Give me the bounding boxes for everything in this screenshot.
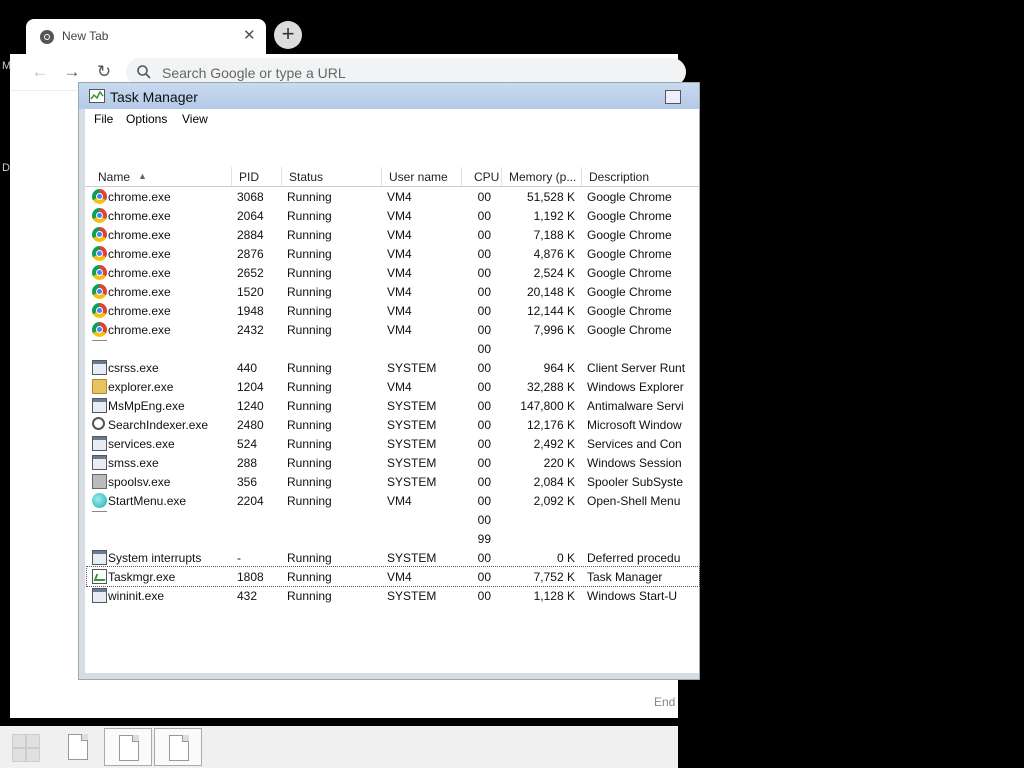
process-mem: 32,288 K (526, 380, 575, 394)
process-name: chrome.exe (108, 228, 171, 242)
process-user: SYSTEM (387, 551, 437, 565)
process-mem: 147,800 K (520, 399, 575, 413)
process-user: VM4 (387, 228, 412, 242)
reload-icon[interactable]: ↻ (96, 62, 112, 81)
process-status: Running (287, 437, 332, 451)
process-pid: 2204 (237, 494, 264, 508)
process-mem: 7,752 K (533, 570, 575, 584)
taskbar (0, 726, 678, 768)
process-mem: 20,148 K (526, 285, 575, 299)
new-tab-button[interactable]: + (274, 21, 302, 49)
process-status: Running (287, 551, 332, 565)
process-cpu: 00 (477, 456, 491, 470)
search-icon (136, 64, 152, 80)
process-desc: Google Chrome (587, 285, 672, 299)
process-mem: 2,492 K (533, 437, 575, 451)
process-name: csrss.exe (108, 361, 159, 375)
process-status: Running (287, 570, 332, 584)
process-pid: 1520 (237, 285, 264, 299)
column-header-status[interactable]: Status (289, 170, 324, 184)
process-cpu: 00 (477, 399, 491, 413)
process-row[interactable] (87, 396, 699, 415)
process-name: chrome.exe (108, 190, 171, 204)
process-desc: Windows Explorer (587, 380, 684, 394)
process-pid: 288 (237, 456, 258, 470)
forward-arrow-icon[interactable]: → (63, 62, 81, 81)
start-button[interactable] (12, 734, 38, 760)
process-cpu: 00 (477, 380, 491, 394)
chrome-icon (92, 227, 107, 242)
process-cpu: 00 (477, 475, 491, 489)
process-desc: Client Server Runt (587, 361, 686, 375)
process-user: VM4 (387, 323, 412, 337)
task-manager-client (85, 109, 699, 709)
process-user: VM4 (387, 570, 412, 584)
chrome-icon (92, 246, 107, 261)
process-pid: 2064 (237, 209, 264, 223)
process-pid: 2876 (237, 247, 264, 261)
process-desc: Task Manager (587, 570, 663, 584)
tab-close-icon[interactable]: ✕ (243, 27, 256, 44)
process-row[interactable] (87, 434, 699, 453)
task-manager-window (78, 82, 700, 709)
chrome-icon (92, 284, 107, 299)
process-row[interactable] (87, 548, 699, 567)
windows-logo-icon (12, 734, 26, 748)
process-desc: Google Chrome (587, 304, 672, 318)
chrome-icon (39, 29, 55, 45)
process-desc: Google Chrome (587, 190, 672, 204)
taskbar-item[interactable] (104, 728, 152, 766)
process-desc: Google Chrome (587, 323, 672, 337)
process-status: Running (287, 190, 332, 204)
printer-icon (92, 474, 107, 489)
process-pid: 2432 (237, 323, 264, 337)
column-header-name[interactable]: Name (98, 170, 131, 184)
process-status: Running (287, 399, 332, 413)
taskbar-item[interactable] (54, 728, 102, 766)
menu-file[interactable]: File (94, 112, 114, 126)
process-desc: Windows Session (587, 456, 682, 470)
column-header-description[interactable]: Description (589, 170, 650, 184)
folder-icon (92, 379, 107, 394)
process-desc: Spooler SubSyste (587, 475, 684, 489)
process-cpu: 00 (477, 266, 491, 280)
chrome-icon (92, 208, 107, 223)
process-desc: Google Chrome (587, 247, 672, 261)
process-user: VM4 (387, 266, 412, 280)
process-cpu: 00 (477, 570, 491, 584)
tab-title: New Tab (62, 29, 109, 43)
process-pid: 2480 (237, 418, 264, 432)
process-row[interactable] (87, 282, 699, 301)
process-row[interactable] (87, 453, 699, 472)
process-row[interactable] (87, 491, 699, 510)
process-name: StartMenu.exe (108, 494, 187, 508)
process-user: SYSTEM (387, 437, 437, 451)
menu-view[interactable]: View (182, 112, 208, 126)
process-cpu: 00 (477, 513, 491, 527)
process-desc: Microsoft Window (587, 418, 682, 432)
menu-bar (85, 109, 699, 131)
app-icon (92, 550, 107, 565)
column-header (85, 167, 699, 187)
document-icon (68, 734, 88, 760)
chrome-icon (92, 265, 107, 280)
process-status: Running (287, 418, 332, 432)
process-row[interactable] (87, 472, 699, 491)
column-header-pid[interactable]: PID (239, 170, 260, 184)
process-cpu: 00 (477, 418, 491, 432)
process-desc: Google Chrome (587, 266, 672, 280)
process-cpu: 00 (477, 437, 491, 451)
process-status: Running (287, 285, 332, 299)
process-cpu: 00 (477, 247, 491, 261)
back-arrow-icon[interactable]: ← (31, 62, 49, 81)
process-desc: Services and Con (587, 437, 682, 451)
process-name: System interrupts (108, 551, 202, 565)
process-name: chrome.exe (108, 266, 171, 280)
process-desc: Windows Start-U (587, 589, 678, 603)
process-name: spoolsv.exe (108, 475, 171, 489)
process-row[interactable] (87, 377, 699, 396)
process-desc: Google Chrome (587, 209, 672, 223)
process-row[interactable] (87, 358, 699, 377)
process-name: chrome.exe (108, 304, 171, 318)
process-status: Running (287, 456, 332, 470)
process-status: Running (287, 589, 332, 603)
process-pid: 2884 (237, 228, 264, 242)
process-name: smss.exe (108, 456, 159, 470)
process-desc: Open-Shell Menu (587, 494, 681, 508)
process-user: SYSTEM (387, 589, 437, 603)
process-mem: 51,528 K (526, 190, 575, 204)
process-row[interactable] (87, 320, 699, 339)
minimize-button[interactable] (665, 90, 681, 104)
process-cpu: 00 (477, 209, 491, 223)
process-row[interactable] (87, 225, 699, 244)
process-pid: 1204 (237, 380, 264, 394)
taskmgr-icon (92, 569, 107, 584)
column-header-cpu[interactable]: CPU (474, 170, 500, 184)
process-row[interactable] (87, 263, 699, 282)
app-icon (92, 360, 107, 375)
process-mem: 7,996 K (533, 323, 575, 337)
window-title: Task Manager (110, 89, 198, 105)
left-edge-char: M (2, 60, 12, 72)
process-pid: 1240 (237, 399, 264, 413)
process-user: VM4 (387, 494, 412, 508)
process-name: Taskmgr.exe (108, 570, 176, 584)
process-row[interactable] (87, 339, 699, 358)
omnibox-input[interactable] (160, 64, 664, 82)
taskbar-item[interactable] (154, 728, 202, 766)
process-pid: 356 (237, 475, 258, 489)
process-mem: 0 K (556, 551, 575, 565)
process-name: SearchIndexer.exe (108, 418, 209, 432)
process-row[interactable] (87, 206, 699, 225)
chrome-icon (92, 322, 107, 337)
process-name: explorer.exe (108, 380, 174, 394)
process-name: services.exe (108, 437, 175, 451)
process-user: VM4 (387, 380, 412, 394)
process-status: Running (287, 209, 332, 223)
process-row[interactable] (87, 244, 699, 263)
process-cpu: 00 (477, 551, 491, 565)
process-row[interactable] (87, 510, 699, 529)
task-manager-icon (89, 89, 105, 103)
process-status: Running (287, 323, 332, 337)
search-icon (92, 417, 105, 430)
column-header-user[interactable]: User name (389, 170, 448, 184)
process-mem: 220 K (543, 456, 575, 470)
process-status: Running (287, 304, 332, 318)
process-user: SYSTEM (387, 361, 437, 375)
process-status: Running (287, 228, 332, 242)
process-mem: 12,144 K (526, 304, 575, 318)
process-row[interactable] (87, 567, 699, 586)
process-name: wininit.exe (108, 589, 165, 603)
process-user: VM4 (387, 304, 412, 318)
process-pid: 1808 (237, 570, 264, 584)
process-mem: 1,128 K (533, 589, 575, 603)
process-mem: 7,188 K (533, 228, 575, 242)
process-desc: Antimalware Servi (587, 399, 684, 413)
left-edge-strip (0, 10, 10, 718)
process-status: Running (287, 266, 332, 280)
process-name: MsMpEng.exe (108, 399, 185, 413)
end-task-button[interactable]: End (654, 695, 676, 709)
chrome-icon (92, 189, 107, 204)
process-user: VM4 (387, 285, 412, 299)
chrome-icon (92, 303, 107, 318)
process-mem: 1,192 K (533, 209, 575, 223)
sort-ascending-icon: ▲ (138, 171, 147, 181)
process-cpu: 00 (477, 285, 491, 299)
process-desc: Deferred procedu (587, 551, 681, 565)
menu-options[interactable]: Options (126, 112, 168, 126)
blank-icon (92, 340, 107, 344)
process-name: chrome.exe (108, 285, 171, 299)
document-icon (119, 735, 139, 761)
process-mem: 4,876 K (533, 247, 575, 261)
process-user: VM4 (387, 209, 412, 223)
globe-icon (92, 493, 107, 508)
document-icon (169, 735, 189, 761)
process-cpu: 00 (477, 190, 491, 204)
tab-strip (10, 10, 678, 54)
column-header-memory[interactable]: Memory (p... (509, 170, 577, 184)
title-bar[interactable] (79, 83, 699, 109)
app-icon (92, 398, 107, 413)
process-user: SYSTEM (387, 418, 437, 432)
process-mem: 964 K (543, 361, 575, 375)
process-mem: 2,524 K (533, 266, 575, 280)
process-pid: 2652 (237, 266, 264, 280)
app-icon (92, 455, 107, 470)
process-cpu: 00 (477, 494, 491, 508)
process-cpu: 00 (477, 342, 491, 356)
process-row[interactable] (87, 187, 699, 206)
left-edge-char: D (2, 162, 10, 174)
process-user: VM4 (387, 247, 412, 261)
process-desc: Google Chrome (587, 228, 672, 242)
process-pid: 524 (237, 437, 258, 451)
process-pid: 440 (237, 361, 258, 375)
process-user: SYSTEM (387, 399, 437, 413)
app-icon (92, 436, 107, 451)
process-row[interactable] (87, 301, 699, 320)
process-cpu: 00 (477, 228, 491, 242)
process-cpu: 99 (477, 532, 491, 546)
process-user: SYSTEM (387, 456, 437, 470)
process-name: chrome.exe (108, 323, 171, 337)
process-row[interactable] (87, 529, 699, 548)
process-cpu: 00 (477, 361, 491, 375)
process-mem: 2,092 K (533, 494, 575, 508)
process-user: SYSTEM (387, 475, 437, 489)
process-status: Running (287, 494, 332, 508)
process-row[interactable] (87, 586, 699, 605)
process-status: Running (287, 247, 332, 261)
process-row[interactable] (87, 415, 699, 434)
process-name: chrome.exe (108, 247, 171, 261)
process-status: Running (287, 361, 332, 375)
process-user: VM4 (387, 190, 412, 204)
process-pid: 1948 (237, 304, 264, 318)
process-mem: 12,176 K (526, 418, 575, 432)
browser-tab[interactable] (26, 19, 266, 54)
process-cpu: 00 (477, 304, 491, 318)
process-cpu: 00 (477, 589, 491, 603)
process-pid: 3068 (237, 190, 264, 204)
process-mem: 2,084 K (533, 475, 575, 489)
process-name: chrome.exe (108, 209, 171, 223)
process-cpu: 00 (477, 323, 491, 337)
blank-icon (92, 511, 107, 515)
process-pid: - (237, 551, 241, 565)
process-status: Running (287, 475, 332, 489)
app-icon (92, 588, 107, 603)
process-pid: 432 (237, 589, 258, 603)
process-status: Running (287, 380, 332, 394)
